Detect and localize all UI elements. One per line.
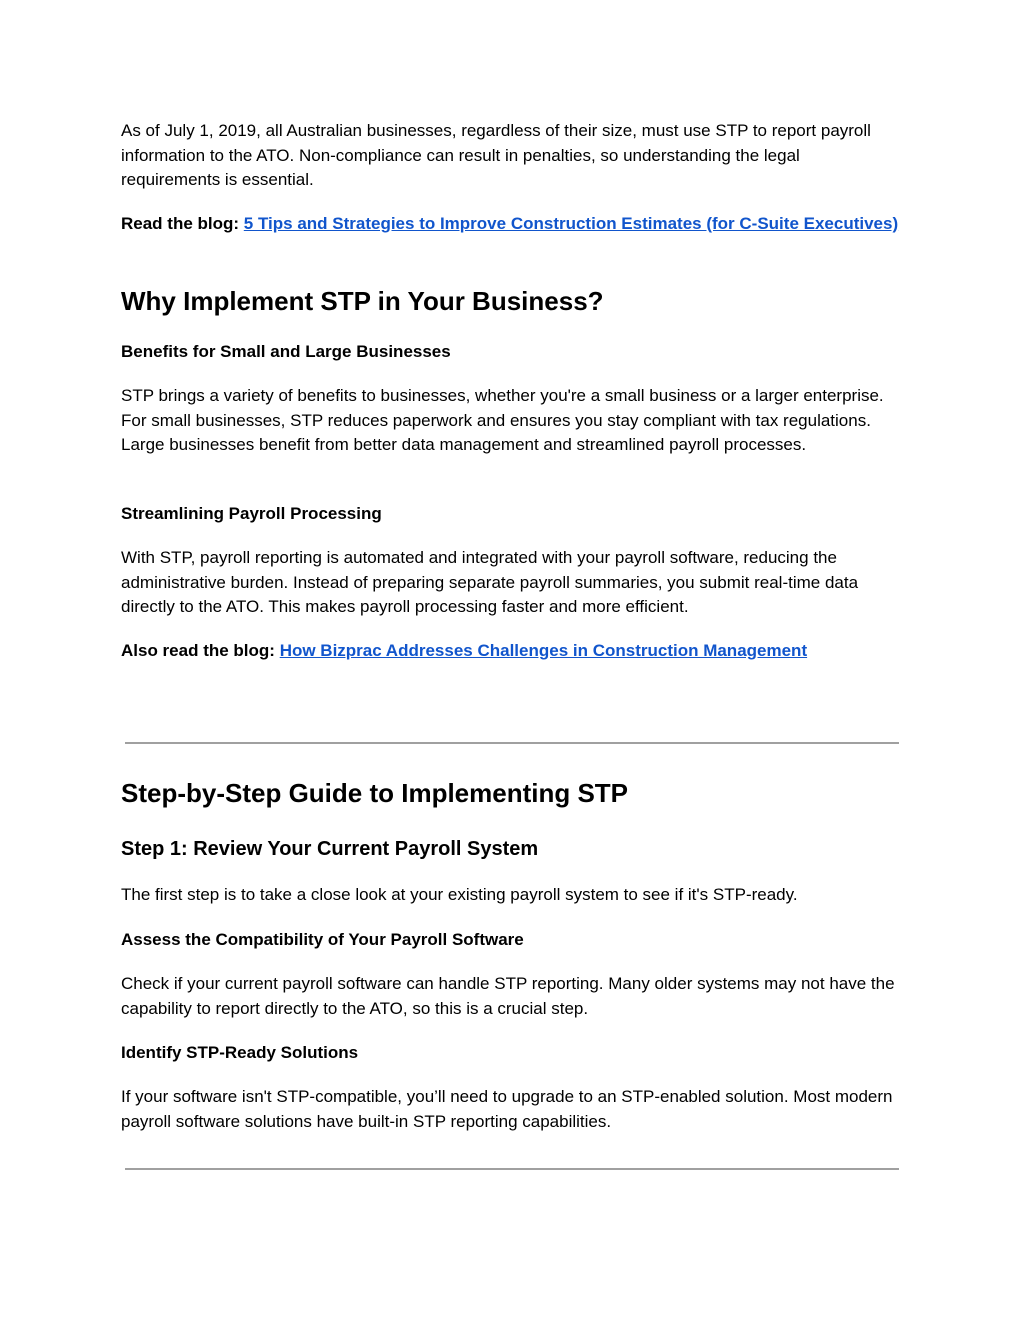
identify-solutions-paragraph: If your software isn't STP-compatible, you’ll need to upgrade to an STP-enabled solution. Most modern payroll software solutions have built-in STP reporting capabilities.	[121, 1087, 893, 1131]
streamlining-paragraph: With STP, payroll reporting is automated and integrated with your payroll software, reducing the administrative burden. Instead of preparing separate payroll summaries, you submit real-time data directly to the ATO. This makes payroll processing faster and more efficient.	[121, 548, 859, 616]
bottom-divider	[125, 1168, 899, 1170]
section-heading-why-implement: Why Implement STP in Your Business?	[121, 286, 604, 316]
subheading-streamlining: Streamlining Payroll Processing	[121, 504, 382, 523]
also-read-line	[121, 639, 901, 664]
assess-compatibility-paragraph: Check if your current payroll software can handle STP reporting. Many older systems may not have the capability to report directly to the ATO, so this is a crucial step.	[121, 974, 895, 1018]
subheading-identify-solutions: Identify STP-Ready Solutions	[121, 1043, 359, 1062]
benefits-paragraph: STP brings a variety of benefits to businesses, whether you're a small business or a larger enterprise. For small businesses, STP reduces paperwork and ensures you stay compliant with tax regulations. Large businesses benefit from better data management and streamlined payroll processes.	[121, 386, 884, 454]
step1-heading: Step 1: Review Your Current Payroll System	[121, 838, 539, 860]
subheading-assess-compatibility: Assess the Compatibility of Your Payroll Software	[121, 930, 524, 949]
subheading-benefits: Benefits for Small and Large Businesses	[121, 342, 451, 361]
read-blog-link[interactable]: 5 Tips and Strategies to Improve Construction Estimates (for C-Suite Executives)	[243, 214, 899, 233]
read-blog-label: Read the blog:	[121, 214, 244, 233]
intro-paragraph: As of July 1, 2019, all Australian businesses, regardless of their size, must use STP to report payroll information to the ATO. Non-compliance can result in penalties, so understanding the legal requirements is essential.	[121, 121, 871, 189]
read-blog-line	[121, 212, 901, 237]
section-heading-step-by-step: Step-by-Step Guide to Implementing STP	[121, 778, 629, 808]
section-divider	[125, 742, 899, 744]
also-read-link[interactable]: How Bizprac Addresses Challenges in Construction Management	[279, 641, 808, 660]
step1-paragraph: The first step is to take a close look at your existing payroll system to see if it's STP-ready.	[121, 885, 798, 904]
also-read-label: Also read the blog:	[121, 641, 280, 660]
